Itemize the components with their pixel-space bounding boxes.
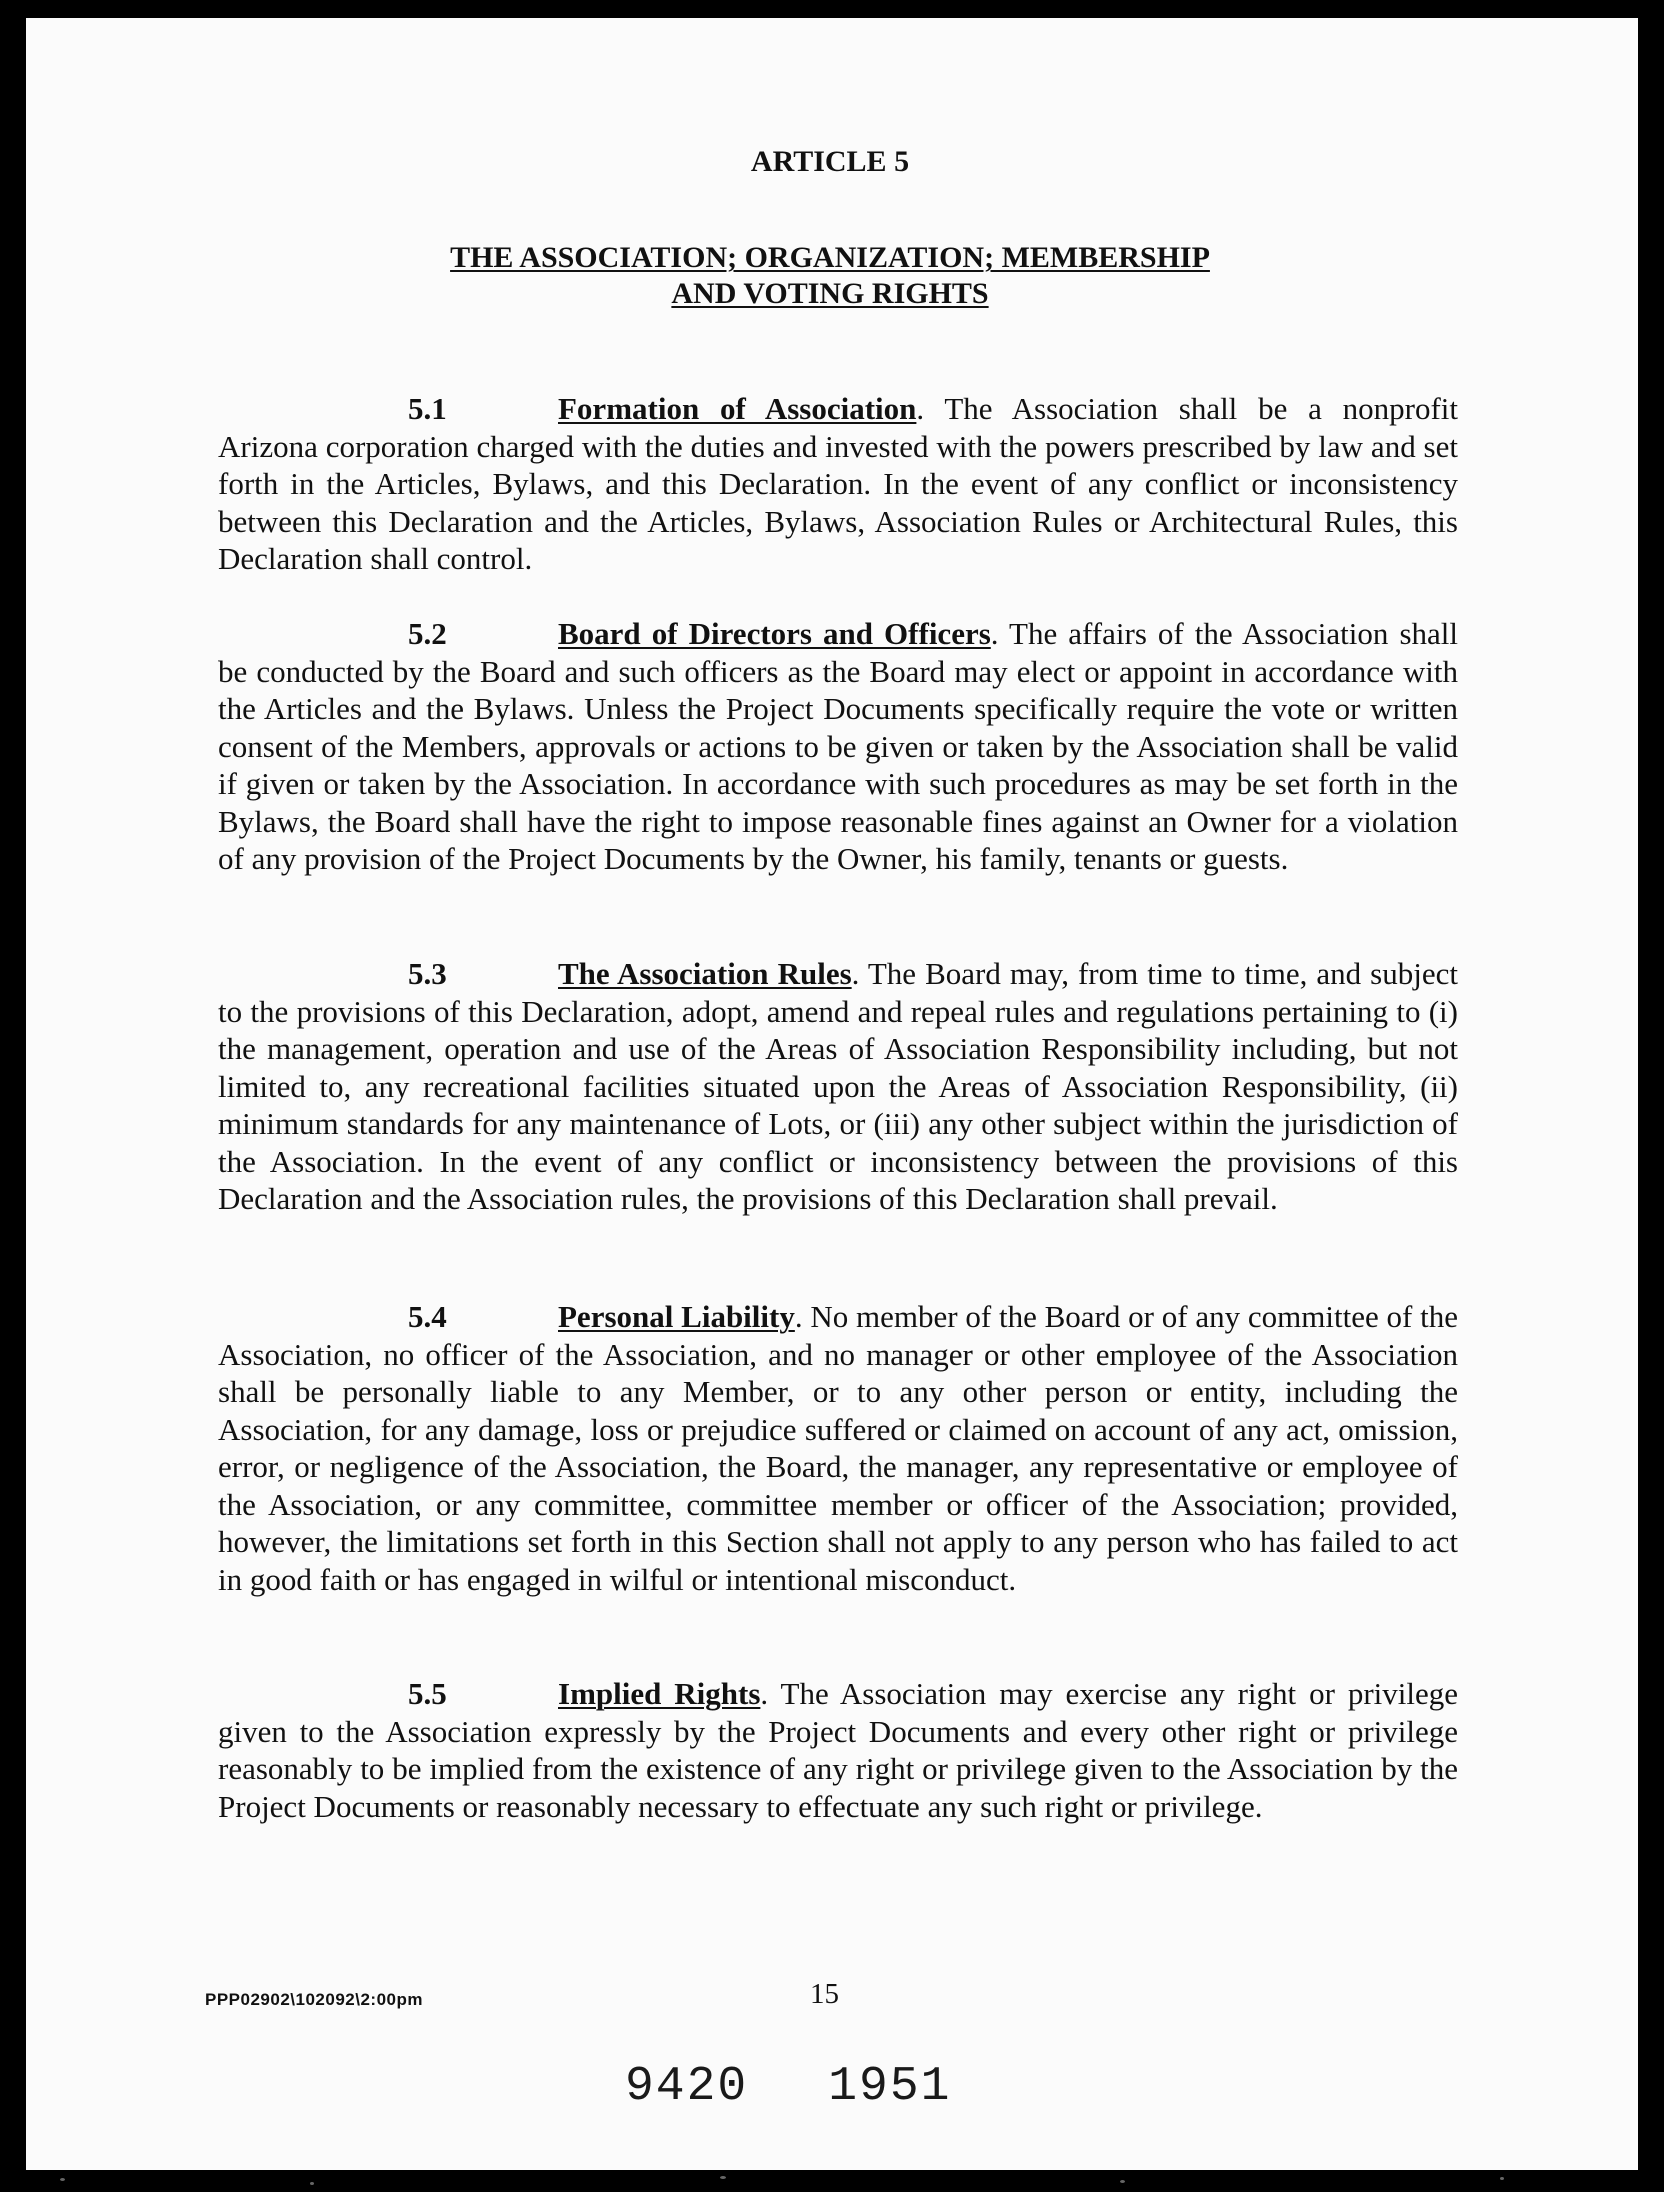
section-5-2 [218,615,1458,878]
section-heading: Implied Rights [558,1676,761,1711]
page-number: 15 [810,1978,839,2010]
stamp-right-number: 1951 [828,2060,952,2114]
section-5-5 [218,1675,1458,1825]
scan-speck [60,2178,65,2181]
section-number: 5.2 [408,616,447,651]
section-heading: The Association Rules [558,956,852,991]
scan-speck [720,2176,726,2179]
section-heading: Formation of Association [558,391,917,426]
section-heading: Personal Liability [558,1299,795,1334]
section-5-3 [218,955,1458,1218]
scan-speck [310,2182,314,2185]
section-number: 5.4 [408,1299,447,1334]
section-5-1 [218,390,1458,578]
section-number: 5.3 [408,956,447,991]
section-number: 5.1 [408,391,447,426]
stamp-left-number: 9420 [625,2060,749,2114]
article-title: ARTICLE 5 [750,145,910,178]
scan-speck [1500,2177,1504,2180]
section-5-4 [218,1298,1458,1598]
section-text: . No member of the Board or of any committee of the Association, no officer of the Association, and no manager or other employee of the Association shall be personally liable to any Member, or to any other person or entity, including the Association, for any damage, loss or prejudice suffered or claimed on account of any act, omission, error, or negligence of the Association, the Board, the manager, any representative or employee of the Association, or any committee, committee member or officer of the Association; provided, however, the limitations set forth in this Section shall not apply to any person who has failed to act in good faith or has engaged in wilful or intentional misconduct. [218,1299,1458,1597]
article-subtitle-line-2: AND VOTING RIGHTS [671,277,989,310]
bates-stamp [625,2060,951,2114]
scan-speck [1120,2180,1125,2183]
section-text: . The Association may exercise any right or privilege given to the Association expressly by the Project Documents and every other right or privilege reasonably to be implied from the existence of any right or privilege given to the Association by the Project Documents or reasonably necessary to effectuate any such right or privilege. [218,1676,1458,1824]
document-code: PPP02902\102092\2:00pm [205,1990,423,2009]
section-text: . The Board may, from time to time, and subject to the provisions of this Declaration, adopt, amend and repeal rules and regulations pertaining to (i) the management, operation and use of the Areas of Association Responsibility including, but not limited to, any recreational facilities situated upon the Areas of Association Responsibility, (ii) minimum standards for any maintenance of Lots, or (iii) any other subject within the jurisdiction of the Association. In the event of any conflict or inconsistency between the provisions of this Declaration and the Association rules, the provisions of this Declaration shall prevail. [218,956,1458,1216]
section-heading: Board of Directors and Officers [558,616,991,651]
section-text: . The affairs of the Association shall be conducted by the Board and such officers as the Board may elect or appoint in accordance with the Articles and the Bylaws. Unless the Project Documents specifically require the vote or written consent of the Members, approvals or actions to be given or taken by the Association shall be valid if given or taken by the Association. In accordance with such procedures as may be set forth in the Bylaws, the Board shall have the right to impose reasonable fines against an Owner for a violation of any provision of the Project Documents by the Owner, his family, tenants or guests. [218,616,1458,876]
section-text: . The Association shall be a nonprofit Arizona corporation charged with the duties and invested with the powers prescribed by law and set forth in the Articles, Bylaws, and this Declaration. In the event of any conflict or inconsistency between this Declaration and the Articles, Bylaws, Association Rules or Architectural Rules, this Declaration shall control. [218,391,1458,576]
section-number: 5.5 [408,1676,447,1711]
article-subtitle [0,240,1660,312]
article-subtitle-line-1: THE ASSOCIATION; ORGANIZATION; MEMBERSHIP [450,241,1210,274]
